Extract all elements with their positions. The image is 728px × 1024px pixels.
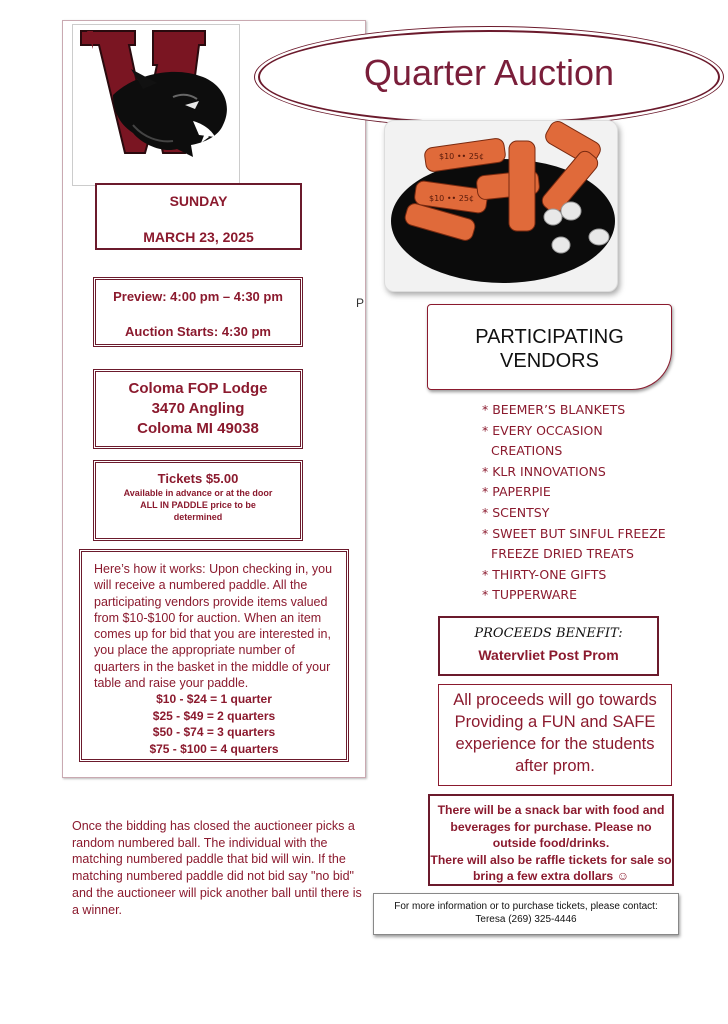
coin-label-2: $10 •• 25¢ xyxy=(429,194,475,203)
proceeds-statement xyxy=(438,684,672,786)
rate-1: $10 - $24 = 1 quarter xyxy=(156,692,272,707)
snack-bar-box xyxy=(428,794,674,886)
title-banner xyxy=(258,30,720,124)
list-item: CREATIONS xyxy=(491,443,563,459)
raffle-text: There will also be raffle tickets for sale so bring a few extra dollars ☺ xyxy=(430,852,672,883)
coin-rolls-icon xyxy=(385,121,617,291)
rate-4: $75 - $100 = 4 quarters xyxy=(149,741,279,756)
proceeds-statement-text: All proceeds will go towards Providing a FUN and SAFE experience for the students after prom. xyxy=(453,691,657,775)
list-item: * PAPERPIE xyxy=(482,484,551,500)
date-full: MARCH 23, 2025 xyxy=(143,229,254,245)
paddle-price-cont: determined xyxy=(173,512,223,522)
coin-rolls-image xyxy=(384,120,618,292)
rate-2: $25 - $49 = 2 quarters xyxy=(152,708,276,723)
vendor-list xyxy=(482,400,666,606)
page-title: Quarter Auction xyxy=(363,52,615,93)
w-panther-logo-icon xyxy=(73,25,239,185)
bidding-close-text: Once the bidding has closed the auctioneer picks a random numbered ball. The individual with the matching numbered paddle that bid will win. If the matching numbered paddle did not bid say "no bid" and the auctioneer will pick another ball until there is a winner. xyxy=(72,819,362,917)
preview-time: Preview: 4:00 pm – 4:30 pm xyxy=(113,289,283,304)
list-item: FREEZE DRIED TREATS xyxy=(491,546,634,562)
coin-label-1: $10 •• 25¢ xyxy=(439,152,485,161)
school-logo xyxy=(72,24,240,186)
tickets-box xyxy=(93,460,303,541)
list-item: * SWEET BUT SINFUL FREEZE xyxy=(482,525,666,541)
auction-start-time: Auction Starts: 4:30 pm xyxy=(125,324,271,339)
ticket-price: Tickets $5.00 xyxy=(157,471,239,486)
venue-name: Coloma FOP Lodge xyxy=(128,380,268,397)
time-box xyxy=(93,277,303,347)
venue-street: 3470 Angling xyxy=(151,400,245,417)
vendors-heading xyxy=(427,304,672,390)
list-item: * THIRTY-ONE GIFTS xyxy=(482,566,607,582)
location-box xyxy=(93,369,303,449)
date-day: SUNDAY xyxy=(169,193,228,209)
vendors-heading-line1: PARTICIPATING xyxy=(475,326,624,348)
how-it-works-box xyxy=(79,549,349,762)
list-item: * KLR INNOVATIONS xyxy=(482,463,606,479)
ticket-availability: Available in advance or at the door xyxy=(123,488,273,498)
contact-text: For more information or to purchase tickets, please contact: Teresa (269) 325-4446 xyxy=(394,901,658,925)
list-item: * BEEMER’S BLANKETS xyxy=(482,402,626,417)
quarter-rates xyxy=(94,691,334,757)
snack-text: There will be a snack bar with food and beverages for purchase. Please no outside food/drinks. xyxy=(437,803,665,850)
stray-letter: P xyxy=(356,296,365,310)
paddle-price: ALL IN PADDLE price to be xyxy=(140,500,256,510)
venue-city: Coloma MI 49038 xyxy=(137,420,259,437)
how-it-works-text: Here’s how it works: Upon checking in, you will receive a numbered paddle. All the participating vendors provide items valued from $10-$100 for auction. When an item comes up for bid that you are interested in, you place the appropriate number of quarters in the basket in the middle of your table and raise your paddle. xyxy=(94,562,333,691)
proceeds-beneficiary: Watervliet Post Prom xyxy=(478,647,619,663)
list-item: * TUPPERWARE xyxy=(482,587,577,603)
date-box xyxy=(95,183,302,250)
proceeds-label: PROCEEDS BENEFIT: xyxy=(474,626,623,641)
proceeds-box xyxy=(438,616,659,676)
contact-box xyxy=(373,893,679,935)
list-item: * EVERY OCCASION xyxy=(482,422,603,438)
list-item: * SCENTSY xyxy=(482,504,550,520)
rate-3: $50 - $74 = 3 quarters xyxy=(152,725,276,740)
vendors-heading-line2: VENDORS xyxy=(500,350,599,372)
